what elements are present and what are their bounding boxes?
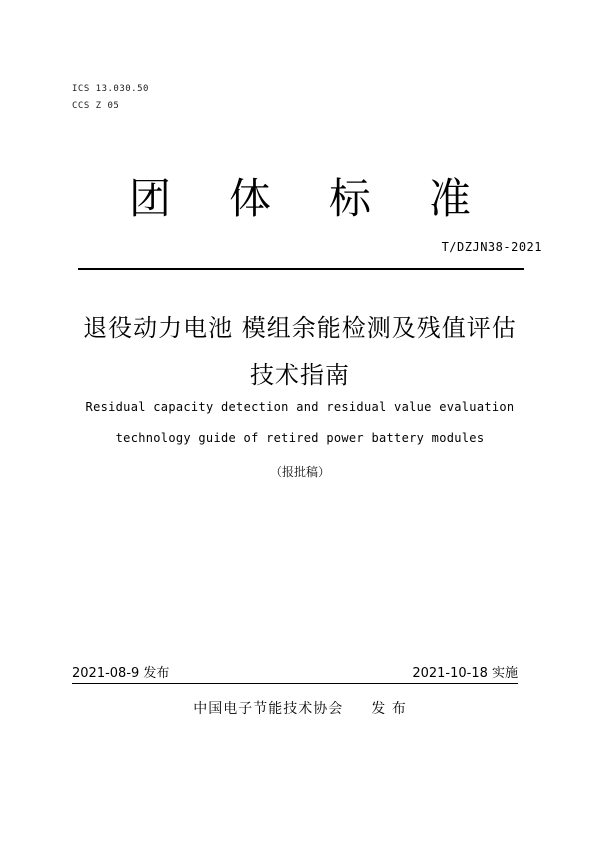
standard-code: T/DZJN38-2021 xyxy=(441,240,542,254)
title-english-line-2: technology guide of retired power battery modules xyxy=(115,431,485,445)
issue-date: 2021-08-9 发布 xyxy=(72,666,170,681)
title-chinese-line-2: 技术指南 xyxy=(250,361,350,389)
ccs-code: CCS Z 05 xyxy=(72,101,120,111)
title-chinese-line-1: 退役动力电池 模组余能检测及残值评估 xyxy=(83,314,517,342)
issuer-action: 发 布 xyxy=(371,701,407,717)
draft-status-note: （报批稿） xyxy=(269,465,330,479)
ics-code: ICS 13.030.50 xyxy=(72,84,149,94)
header-divider xyxy=(78,268,524,270)
title-english-line-1: Residual capacity detection and residual value evaluation xyxy=(85,400,515,414)
footer-divider xyxy=(72,683,518,684)
standard-type-heading: 团体标准 xyxy=(128,174,529,223)
implementation-date: 2021-10-18 实施 xyxy=(412,666,518,681)
issuer-line xyxy=(0,698,600,718)
issuer-name: 中国电子节能技术协会 xyxy=(193,701,344,717)
